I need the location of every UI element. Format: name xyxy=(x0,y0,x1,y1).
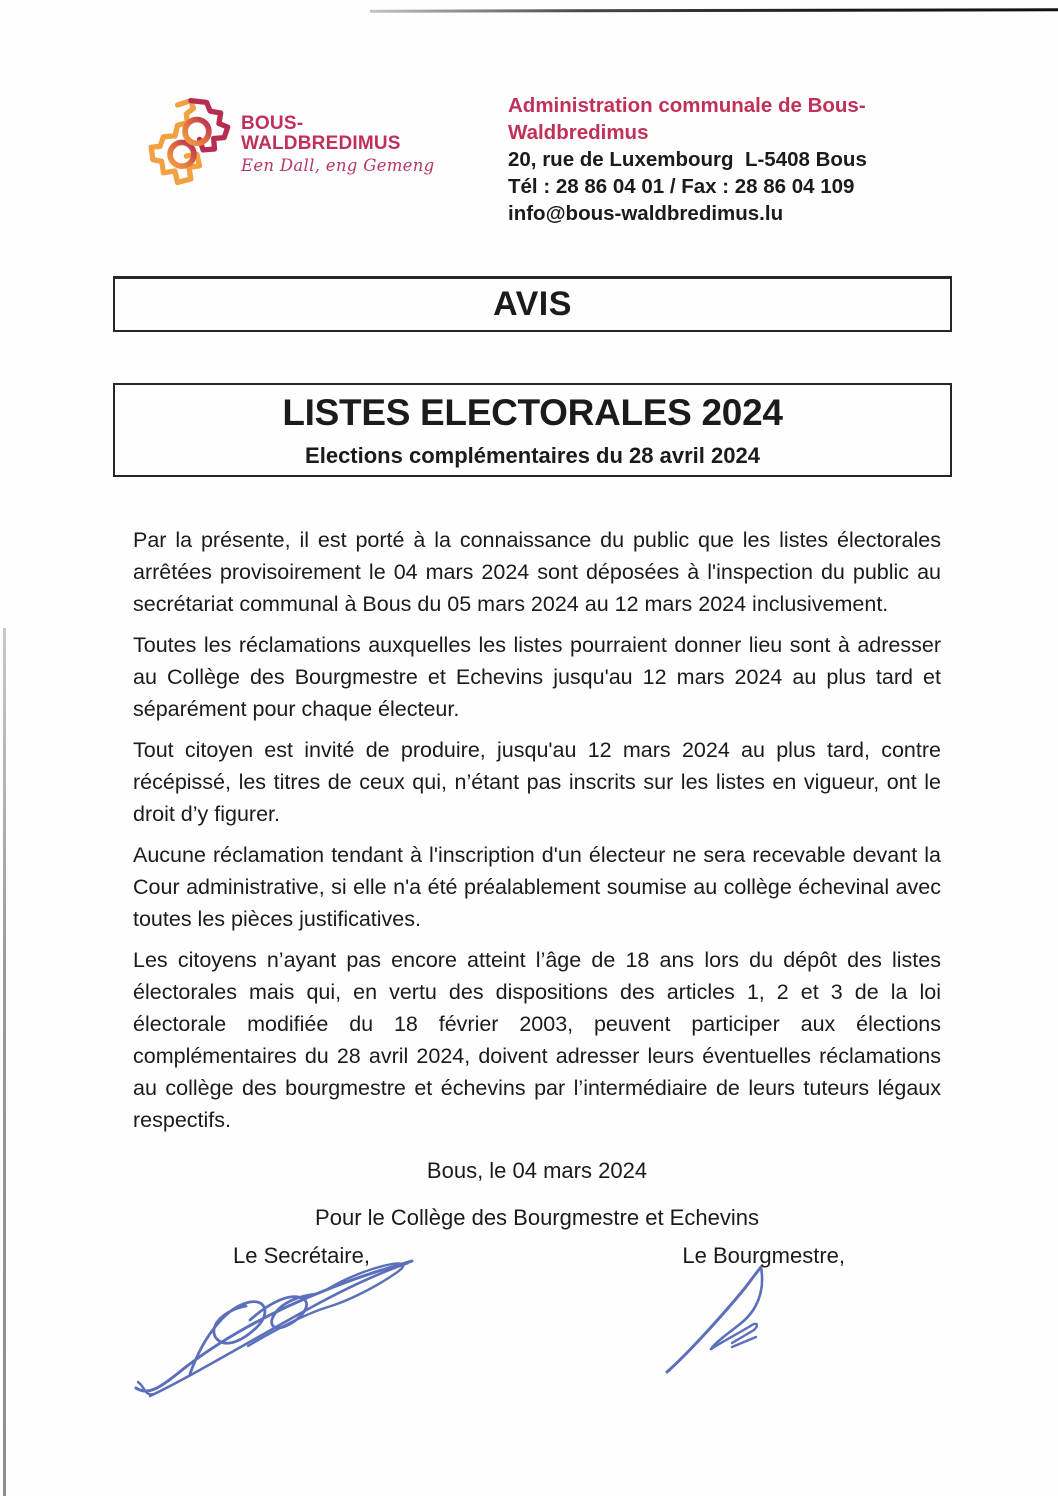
phone-fax-line: Tél : 28 86 04 01 / Fax : 28 86 04 109 xyxy=(508,175,855,198)
paragraph-minors: Les citoyens n’ayant pas encore atteint l’âge de 18 ans lors du dépôt des listes électorales mais qui, en vertu des dispositions des articles 1, 2 et 3 de la loi électorale modifiée du 18 février 2003, peuvent participer aux élections complémentaires du 28 avril 2024, doivent adresser leurs éventuelles réclamations au collège des bourgmestre et échevins par l’intermédiaire de leurs tuteurs légaux respectifs. xyxy=(133,948,941,1132)
closing-block xyxy=(133,1158,941,1231)
paragraph-citizen-titles: Tout citoyen est invité de produire, jusqu'au 12 mars 2024 au plus tard, contre récépissé, les titres de ceux qui, n’étant pas inscrits sur les listes en vigueur, ont le droit d’y figurer. xyxy=(133,738,941,826)
secretary-title: Le Secrétaire, xyxy=(233,1243,370,1268)
on-behalf-line: Pour le Collège des Bourgmestre et Echevins xyxy=(315,1205,759,1230)
notice-body xyxy=(133,524,941,1145)
email-line: info@bous-waldbredimus.lu xyxy=(508,202,784,225)
subject-box xyxy=(113,383,952,477)
paragraph-reclamations: Toutes les réclamations auxquelles les listes pourraient donner lieu sont à adresser au Collège des Bourgmestre et Echevins jusqu'au 12 mars 2024 au plus tard et séparément pour chaque électeur. xyxy=(133,633,941,721)
commune-logo-icon xyxy=(145,96,233,188)
logo-name-line1: BOUS- xyxy=(241,113,304,134)
mayor-title: Le Bourgmestre, xyxy=(682,1243,845,1268)
logo-tagline: Een Dall, eng Gemeng xyxy=(241,155,435,175)
address-line: 20, rue de Luxembourg L-5408 Bous xyxy=(508,148,867,171)
scan-artifact-left-line xyxy=(3,628,6,1496)
scan-artifact-top-line xyxy=(370,8,1058,12)
notice-title-box xyxy=(113,276,952,332)
contact-block xyxy=(508,92,928,227)
logo-name-line2: WALDBREDIMUS xyxy=(241,132,401,154)
organization-name-line1: Administration communale de Bous- xyxy=(508,94,866,117)
mayor-signature xyxy=(655,1262,805,1384)
subject-title: LISTES ELECTORALES 2024 xyxy=(282,391,783,433)
notice-title: AVIS xyxy=(493,285,572,323)
secretary-signature xyxy=(128,1256,428,1406)
commune-logo xyxy=(145,96,465,211)
paragraph-court: Aucune réclamation tendant à l'inscription d'un électeur ne sera recevable devant la Cour administrative, si elle n'a été préalablement soumise au collège échevinal avec toutes les pièces justificatives. xyxy=(133,843,941,931)
paragraph-deposit: Par la présente, il est porté à la connaissance du public que les listes électorales arrêtées provisoirement le 04 mars 2024 sont déposées à l'inspection du public au secrétariat communal à Bous du 05 mars 2024 au 12 mars 2024 inclusivement. xyxy=(133,528,941,616)
subject-subtitle: Elections complémentaires du 28 avril 2024 xyxy=(305,442,760,468)
organization-name-line2: Waldbredimus xyxy=(508,121,649,144)
place-date: Bous, le 04 mars 2024 xyxy=(426,1158,648,1183)
